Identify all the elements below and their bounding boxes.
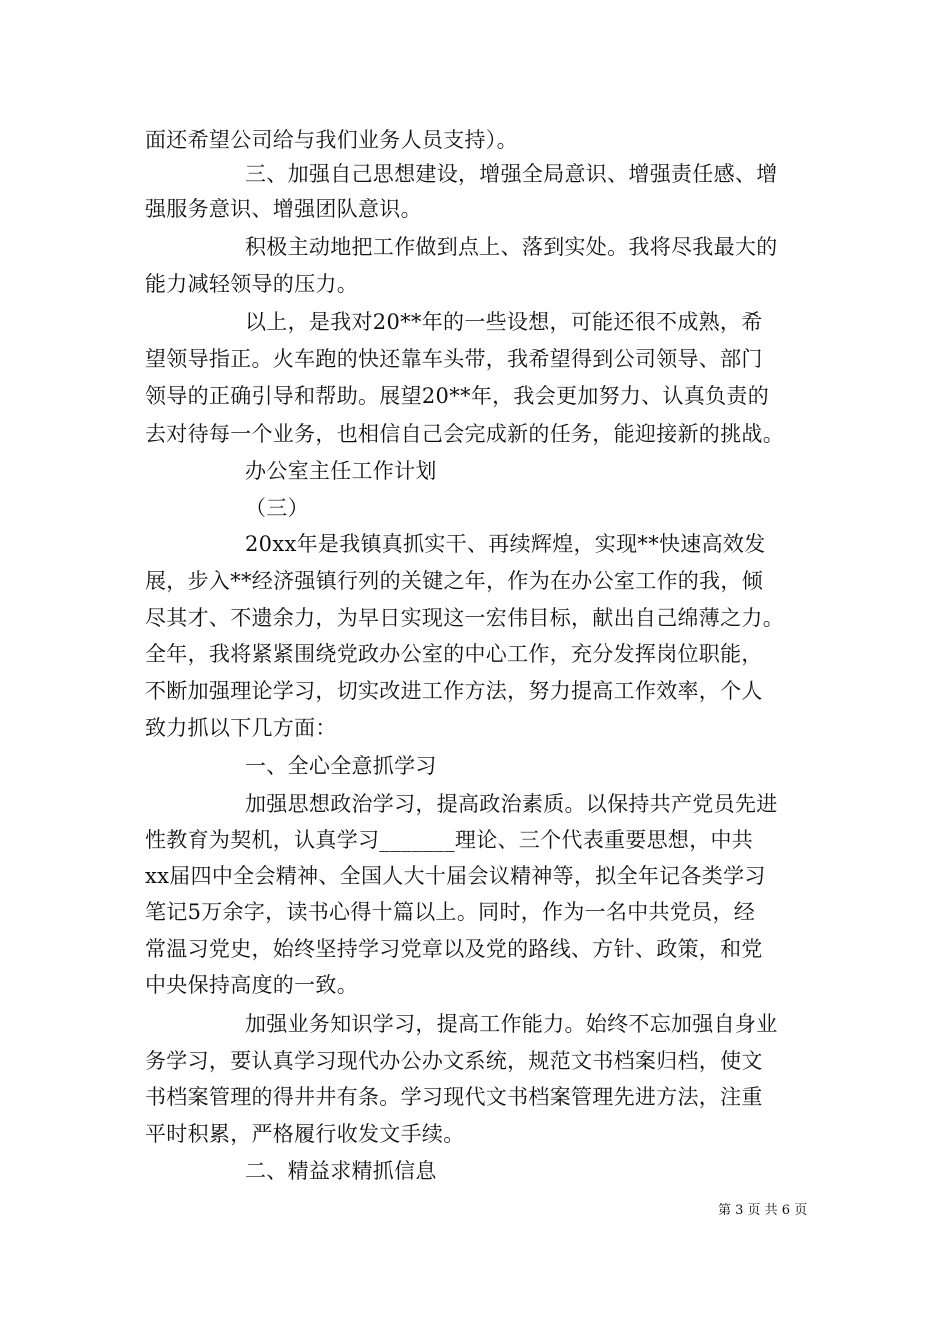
body-line-24: 中央保持高度的一致。: [145, 973, 358, 997]
body-line-1: 面还希望公司给与我们业务人员支持）。: [145, 128, 518, 152]
body-line-2: 三、加强自己思想建设，增强全局意识、增强责任感、增: [245, 162, 778, 186]
body-line-4: 积极主动地把工作做到点上、落到实处。我将尽我最大的: [245, 235, 778, 259]
body-line-20: 性教育为契机，认真学习_______理论、三个代表重要思想，中共: [145, 828, 754, 852]
body-line-13: 展，步入**经济强镇行列的关键之年，作为在办公室工作的我，倾: [145, 569, 763, 593]
body-line-17: 致力抓以下几方面：: [145, 716, 337, 740]
body-line-22: 笔记5万余字，读书心得十篇以上。同时，作为一名中共党员，经: [145, 900, 756, 924]
body-line-5: 能力减轻领导的压力。: [145, 272, 358, 296]
body-line-19: 加强思想政治学习，提高政治素质。以保持共产党员先进: [245, 792, 778, 816]
body-line-9: 去对待每一个业务，也相信自己会完成新的任务，能迎接新的挑战。: [145, 422, 784, 446]
body-line-28: 平时积累，严格履行收发文手续。: [145, 1122, 465, 1146]
page-number: 第 3 页 共 6 页: [718, 1203, 808, 1218]
body-line-3: 强服务意识、增强团队意识。: [145, 197, 422, 221]
body-line-8: 领导的正确引导和帮助。展望20**年，我会更加努力、认真负责的: [145, 384, 770, 408]
body-line-15: 全年，我将紧紧围绕党政办公室的中心工作，充分发挥岗位职能，: [145, 642, 763, 666]
body-line-6: 以上，是我对20**年的一些设想，可能还很不成熟，希: [245, 310, 763, 334]
heading-information: 二、精益求精抓信息: [245, 1159, 437, 1183]
body-line-12: 20xx年是我镇真抓实干、再续辉煌，实现**快速高效发: [245, 532, 766, 556]
body-line-25: 加强业务知识学习，提高工作能力。始终不忘加强自身业: [245, 1012, 778, 1036]
body-line-21: xx届四中全会精神、全国人大十届会议精神等，拟全年记各类学习: [145, 864, 766, 888]
heading-study: 一、全心全意抓学习: [245, 754, 437, 778]
body-line-26: 务学习，要认真学习现代办公办文系统，规范文书档案归档，使文: [145, 1049, 763, 1073]
body-line-14: 尽其才、不遗余力，为早日实现这一宏伟目标，献出自己绵薄之力。: [145, 606, 784, 630]
section-number: （三）: [245, 496, 309, 520]
section-title: 办公室主任工作计划: [245, 459, 437, 483]
body-line-23: 常温习党史，始终坚持学习党章以及党的路线、方针、政策，和党: [145, 937, 763, 961]
body-line-7: 望领导指正。火车跑的快还靠车头带，我希望得到公司领导、部门: [145, 347, 763, 371]
body-line-16: 不断加强理论学习，切实改进工作方法，努力提高工作效率，个人: [145, 679, 763, 703]
body-line-27: 书档案管理的得井井有条。学习现代文书档案管理先进方法，注重: [145, 1085, 763, 1109]
